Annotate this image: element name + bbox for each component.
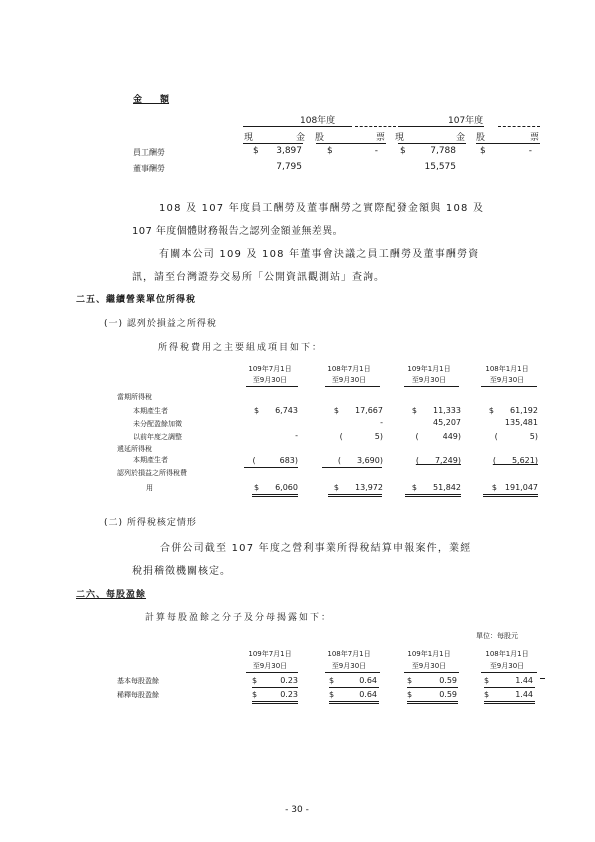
cell-value: 7,795 bbox=[276, 162, 302, 172]
cell-value: $ 61,192 bbox=[488, 406, 538, 415]
col-header: 108年1月1日 bbox=[485, 650, 529, 658]
double-rule bbox=[484, 701, 535, 702]
double-rule bbox=[405, 494, 461, 495]
cell-value: 0.59 bbox=[439, 676, 457, 685]
cell-value: $ 6,743 bbox=[254, 406, 298, 415]
col-header: 至9月30日 bbox=[252, 662, 288, 670]
col-header: 108年7月1日 bbox=[327, 365, 371, 373]
rule bbox=[476, 143, 540, 144]
rule bbox=[481, 386, 537, 387]
col-header: 至9月30日 bbox=[489, 662, 525, 670]
cell-value: 3,897 bbox=[276, 146, 302, 156]
cell-value: $ 191,047 bbox=[491, 483, 538, 492]
row-label: 以前年度之調整 bbox=[133, 433, 182, 441]
col-header: 至9月30日 bbox=[411, 662, 447, 670]
double-rule bbox=[483, 496, 538, 497]
cell-value: 1.44 bbox=[515, 690, 533, 699]
year-header-a: 108年度 bbox=[300, 116, 336, 126]
row-label: 本期產生者 bbox=[133, 456, 168, 464]
cell-value: - bbox=[380, 418, 383, 427]
col-sub-header: 現 bbox=[244, 133, 254, 143]
unit-label: 單位：每股元 bbox=[476, 632, 518, 640]
cell-value: - bbox=[295, 431, 298, 440]
paragraph-line: 108 及 107 年度員工酬勞及董事酬勞之實際配發金額與 108 及 bbox=[159, 203, 485, 214]
currency-symbol: $ bbox=[329, 676, 335, 685]
cell-value: 45,207 bbox=[433, 418, 461, 427]
row-label: 基本每股盈餘 bbox=[117, 677, 159, 685]
paragraph-line: 稅捐稽徵機關核定。 bbox=[132, 566, 231, 577]
cell-value: 1.44 bbox=[515, 676, 533, 685]
row-label: 用 bbox=[146, 484, 153, 492]
rule bbox=[329, 687, 379, 688]
currency-symbol: $ bbox=[480, 146, 486, 156]
rule bbox=[325, 386, 380, 387]
double-rule bbox=[407, 703, 458, 704]
cell-value: 135,481 bbox=[504, 418, 538, 427]
rule bbox=[243, 126, 352, 127]
cell-value: ( 7,249) bbox=[415, 456, 461, 465]
cell-value: ( 683) bbox=[252, 456, 298, 465]
cell-value: - bbox=[374, 146, 378, 156]
rule bbox=[244, 467, 298, 468]
cell-value: $ 11,333 bbox=[411, 406, 461, 415]
currency-symbol: $ bbox=[484, 690, 490, 699]
page-number: - 30 - bbox=[285, 805, 309, 815]
year-header-b: 107年度 bbox=[448, 116, 484, 126]
subsection-heading: (二) 所得稅核定情形 bbox=[104, 518, 197, 528]
col-header: 至9月30日 bbox=[331, 376, 367, 384]
rule bbox=[246, 672, 298, 673]
double-rule bbox=[328, 496, 382, 497]
rule bbox=[481, 672, 537, 673]
col-sub-header: 股 bbox=[476, 133, 486, 143]
rule bbox=[252, 687, 298, 688]
section-heading: 二五、繼續營業單位所得稅 bbox=[76, 295, 197, 305]
subsection-heading: (一) 認列於損益之所得稅 bbox=[104, 319, 217, 329]
rule bbox=[398, 143, 466, 144]
cell-value: $ 17,667 bbox=[333, 406, 383, 415]
rule bbox=[404, 672, 459, 673]
rule bbox=[316, 143, 386, 144]
cell-value: ( 5) bbox=[339, 432, 383, 441]
currency-symbol: $ bbox=[407, 690, 413, 699]
intro-text: 所得稅費用之主要組成項目如下： bbox=[158, 343, 324, 353]
double-rule bbox=[483, 494, 538, 495]
col-header: 109年7月1日 bbox=[248, 365, 292, 373]
currency-symbol: $ bbox=[327, 146, 333, 156]
paragraph-line: 合併公司截至 107 年度之營利事業所得稅結算申報案件，業經 bbox=[160, 543, 472, 554]
double-rule bbox=[329, 703, 379, 704]
cell-value: $ 13,972 bbox=[333, 483, 383, 492]
section-heading: 二六、每股盈餘 bbox=[76, 590, 147, 600]
col-header: 至9月30日 bbox=[411, 376, 447, 384]
currency-symbol: $ bbox=[329, 690, 335, 699]
cell-value: $ 6,060 bbox=[254, 483, 298, 492]
currency-symbol: $ bbox=[252, 676, 258, 685]
double-rule bbox=[252, 703, 298, 704]
rule bbox=[246, 386, 298, 387]
col-header: 109年1月1日 bbox=[407, 365, 451, 373]
col-sub-header: 現 bbox=[395, 133, 405, 143]
rule bbox=[407, 687, 458, 688]
row-label: 未分配盈餘加徵 bbox=[133, 420, 182, 428]
double-rule bbox=[328, 494, 382, 495]
col-sub-header: 金 bbox=[296, 133, 306, 143]
col-sub-header: 股 bbox=[315, 133, 325, 143]
double-rule bbox=[407, 701, 458, 702]
col-header: 108年1月1日 bbox=[485, 365, 529, 373]
rule bbox=[243, 143, 303, 144]
row-label: 本期產生者 bbox=[133, 407, 168, 415]
row-label: 稀釋每股盈餘 bbox=[117, 691, 159, 699]
row-label: 員工酬勞 bbox=[133, 148, 165, 157]
section-title: 金 額 bbox=[133, 95, 170, 105]
double-rule bbox=[405, 496, 461, 497]
col-header: 109年7月1日 bbox=[248, 650, 292, 658]
rule bbox=[484, 687, 535, 688]
paragraph-line: 訊，請至台灣證券交易所「公開資訊觀測站」查詢。 bbox=[132, 272, 385, 283]
cell-value: 0.23 bbox=[280, 676, 298, 685]
cell-value: 15,575 bbox=[424, 162, 456, 172]
double-rule bbox=[252, 496, 298, 497]
cell-value: $ 51,842 bbox=[411, 483, 461, 492]
cell-value: 7,788 bbox=[430, 146, 456, 156]
col-sub-header: 票 bbox=[376, 133, 386, 143]
double-rule bbox=[252, 494, 298, 495]
rule bbox=[498, 126, 540, 127]
currency-symbol: $ bbox=[253, 146, 259, 156]
cell-value: - bbox=[528, 146, 532, 156]
double-rule bbox=[252, 701, 298, 702]
col-header: 109年1月1日 bbox=[407, 650, 451, 658]
rule bbox=[322, 467, 382, 468]
rule bbox=[540, 678, 545, 679]
row-label: 當期所得稅 bbox=[117, 393, 152, 401]
currency-symbol: $ bbox=[407, 676, 413, 685]
col-header: 至9月30日 bbox=[331, 662, 367, 670]
col-header: 至9月30日 bbox=[489, 376, 525, 384]
double-rule bbox=[484, 703, 535, 704]
cell-value: ( 5,621) bbox=[492, 456, 538, 465]
row-label: 認列於損益之所得稅費 bbox=[117, 469, 187, 477]
cell-value: ( 3,690) bbox=[337, 456, 383, 465]
cell-value: ( 449) bbox=[415, 432, 461, 441]
cell-value: ( 5) bbox=[494, 432, 538, 441]
currency-symbol: $ bbox=[252, 690, 258, 699]
row-label: 董事酬勞 bbox=[133, 164, 165, 173]
col-header: 至9月30日 bbox=[252, 376, 288, 384]
cell-value: 0.64 bbox=[359, 690, 377, 699]
paragraph-line: 107 年度個體財務報告之認列金額並無差異。 bbox=[132, 226, 344, 237]
col-sub-header: 票 bbox=[530, 133, 540, 143]
currency-symbol: $ bbox=[484, 676, 490, 685]
col-sub-header: 金 bbox=[456, 133, 466, 143]
cell-value: 0.23 bbox=[280, 690, 298, 699]
cell-value: 0.64 bbox=[359, 676, 377, 685]
rule bbox=[355, 126, 396, 127]
paragraph-line: 有關本公司 109 及 108 年董事會決議之員工酬勞及董事酬勞資 bbox=[159, 249, 480, 260]
cell-value: 0.59 bbox=[439, 690, 457, 699]
rule bbox=[398, 126, 484, 127]
double-rule bbox=[329, 701, 379, 702]
row-label: 遞延所得稅 bbox=[117, 445, 152, 453]
currency-symbol: $ bbox=[400, 146, 406, 156]
rule bbox=[325, 672, 380, 673]
col-header: 108年7月1日 bbox=[327, 650, 371, 658]
intro-text: 計算每股盈餘之分子及分母揭露如下： bbox=[145, 613, 333, 623]
rule bbox=[404, 386, 459, 387]
